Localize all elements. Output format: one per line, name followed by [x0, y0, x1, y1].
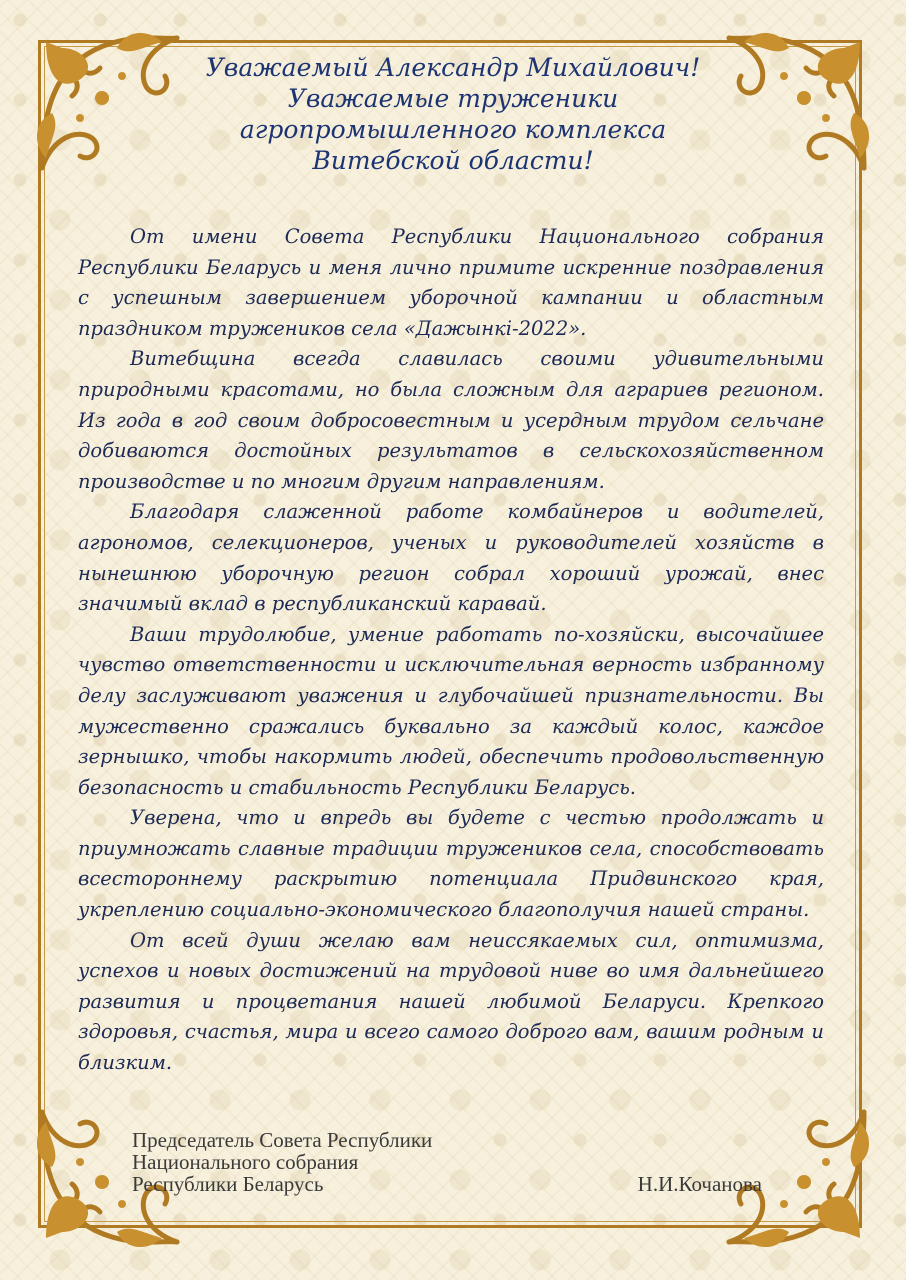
greeting-line: Уважаемый Александр Михайлович!: [205, 53, 701, 82]
ornament-corner-top-left-icon: [22, 18, 192, 188]
signatory-name: Н.И.Кочанова: [637, 1172, 762, 1196]
greeting-line: Витебской области!: [312, 146, 594, 175]
letter-paragraph: Витебщина всегда славилась своими удивительными природными красотами, но была сложным для аграриев регионом. Из года в год своим добросовестным и усердным трудом сельчане добиваются достойных результатов в сельскохозяйственном производстве и по многим другим направлениям.: [78, 347, 824, 493]
letter-paragraph: Уверена, что и впредь вы будете с честью продолжать и приумножать славные традиции тружеников села, способствовать всестороннему раскрытию потенциала Придвинского края, укреплению социально-экономического благополучия нашей страны.: [78, 806, 824, 922]
greeting-line: агропромышленного комплекса: [239, 115, 667, 144]
ornament-corner-top-right-icon: [714, 18, 884, 188]
signature-block: [132, 1129, 772, 1195]
greeting-heading: [180, 52, 726, 176]
letter-paragraph: От всей души желаю вам неиссякаемых сил, оптимизма, успехов и новых достижений на трудовой ниве во имя дальнейшего развития и процветания нашей любимой Беларуси. Крепкого здоровья, счастья, мира и всего самого доброго вам, вашим родным и близким.: [78, 928, 824, 1075]
greeting-line: Уважаемые труженики: [287, 84, 619, 113]
letter-paragraph: От имени Совета Республики Национального собрания Республики Беларусь и меня лично примите искренние поздравления с успешным завершением уборочной кампании и областным праздником тружеников села «Дажынкі-2022».: [78, 225, 824, 340]
signatory-title-line: Национального собрания: [132, 1150, 359, 1174]
signatory-title-line: Председатель Совета Республики: [132, 1128, 433, 1152]
letter-paragraph: Благодаря слаженной работе комбайнеров и водителей, агрономов, селекционеров, ученых и руководителей хозяйств в нынешнюю уборочную регион собрал хороший урожай, внес значимый вклад в республиканский каравай.: [78, 500, 824, 616]
letter-body: [78, 222, 824, 1079]
signatory-title-line: Республики Беларусь: [132, 1172, 324, 1196]
letter-paragraph: Ваши трудолюбие, умение работать по-хозяйски, высочайшее чувство ответственности и исключительная верность избранному делу заслуживают уважения и глубочайшей признательности. Вы мужественно сражались буквально за каждый колос, каждое зернышко, чтобы накормить людей, обеспечить продовольственную безопасность и стабильность Республики Беларусь.: [78, 622, 824, 799]
